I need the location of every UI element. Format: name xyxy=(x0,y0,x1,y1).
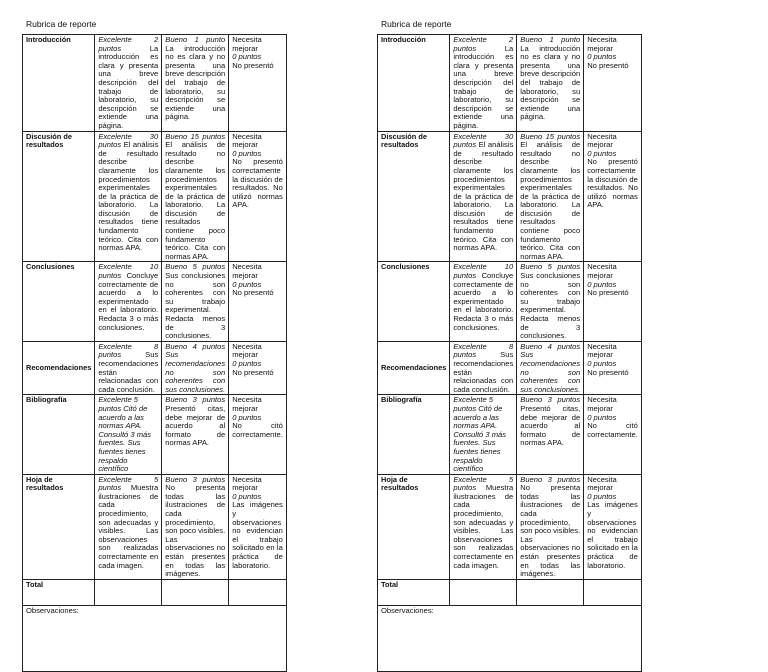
level-excellent: Excelente 5 puntos Citó de acuerdo a las normas APA. Consultó 3 más fuentes. Sus fuentes tienes respaldo científico xyxy=(450,395,517,474)
level-good: Bueno 15 puntos El análisis de resultado no describe claramente los procedimientos experimentales de la práctica de laboratorio. La discusión de resultados contiene poco fundamento teórico. Cita con normas APA. xyxy=(162,131,229,262)
level-needs-improvement: Necesita mejorar 0 puntos No presentó xyxy=(229,341,287,395)
level-needs-improvement: Necesita mejorar 0 puntos No presentó xyxy=(584,35,642,132)
level-needs-improvement: Necesita mejorar 0 puntos Las imágenes y observaciones no evidencian el trabajo solicitado en la práctica de laboratorio. xyxy=(229,474,287,579)
total-cell xyxy=(229,579,287,605)
total-cell xyxy=(517,579,584,605)
level-excellent: Excelente 8 puntos Sus recomendaciones están relacionadas con cada conclusión. xyxy=(450,341,517,395)
level-excellent: Excelente 5 puntos Muestra ilustraciones de cada procedimiento, son adecuadas y visibles. Las observaciones son realizadas correctamente en cada imagen. xyxy=(95,474,162,579)
criterion-label: Discusión de resultados xyxy=(378,131,450,262)
level-good: Bueno 1 punto La introducción no es clara y no presenta una breve descripción del trabajo de laboratorio, su descripción se extiende una página. xyxy=(517,35,584,132)
table-row xyxy=(378,35,642,132)
level-good: Bueno 5 puntos Sus conclusiones no son coherentes con su trabajo experimental. Redacta menos de 3 conclusiones. xyxy=(162,262,229,341)
level-needs-improvement: Necesita mejorar 0 puntos No presentó xyxy=(584,262,642,341)
table-row xyxy=(23,395,287,474)
level-needs-improvement: Necesita mejorar 0 puntos No citó correctamente. xyxy=(584,395,642,474)
level-needs-improvement: Necesita mejorar 0 puntos No presentó xyxy=(584,341,642,395)
level-excellent: Excelente 10 puntos Concluye correctamente de acuerdo a lo experimentado en el laboratorio. Redacta 3 o más conclusiones. xyxy=(450,262,517,341)
level-excellent: Excelente 5 puntos Citó de acuerdo a las normas APA. Consultó 3 más fuentes. Sus fuentes tienes respaldo científico xyxy=(95,395,162,474)
level-excellent: Excelente 2 puntos La introducción es clara y presenta una breve descripción del trabajo de laboratorio, su descripción se extiende una página. xyxy=(450,35,517,132)
observations-label: Observaciones: xyxy=(378,605,642,671)
criterion-label: Bibliografía xyxy=(378,395,450,474)
table-row xyxy=(378,341,642,395)
criterion-label: Conclusiones xyxy=(378,262,450,341)
criterion-label: Conclusiones xyxy=(23,262,95,341)
table-row xyxy=(23,131,287,262)
table-row xyxy=(378,262,642,341)
level-needs-improvement: Necesita mejorar 0 puntos No presentó correctamente la discusión de resultados. No utilizó normas APA. xyxy=(229,131,287,262)
criterion-label: Hoja de resultados xyxy=(378,474,450,579)
page-title: Rubrica de reporte xyxy=(381,19,452,29)
level-excellent: Excelente 30 puntos El análisis de resultado describe claramente los procedimientos experimentales de la práctica de laboratorio. La discusión de resultados tiene fundamento teórico. Cita con normas APA. xyxy=(95,131,162,262)
level-excellent: Excelente 10 puntos Concluye correctamente de acuerdo a lo experimentado en el laboratorio. Redacta 3 o más conclusiones. xyxy=(95,262,162,341)
level-needs-improvement: Necesita mejorar 0 puntos No presentó correctamente la discusión de resultados. No utilizó normas APA. xyxy=(584,131,642,262)
table-row xyxy=(23,341,287,395)
total-row xyxy=(378,579,642,605)
level-good: Bueno 3 puntos No presenta todas las ilustraciones de cada procedimiento, son poco visibles. Las observaciones no están presentes en todas las imágenes. xyxy=(162,474,229,579)
observations-row xyxy=(23,605,287,671)
level-excellent: Excelente 30 puntos El análisis de resultado describe claramente los procedimientos experimentales de la práctica de laboratorio. La discusión de resultados tiene fundamento teórico. Cita con normas APA. xyxy=(450,131,517,262)
level-excellent: Excelente 5 puntos Muestra ilustraciones de cada procedimiento, son adecuadas y visibles. Las observaciones son realizadas correctamente en cada imagen. xyxy=(450,474,517,579)
rubric-table xyxy=(22,34,287,672)
level-needs-improvement: Necesita mejorar 0 puntos Las imágenes y observaciones no evidencian el trabajo solicitado en la práctica de laboratorio. xyxy=(584,474,642,579)
criterion-label: Introducción xyxy=(23,35,95,132)
table-row xyxy=(378,474,642,579)
total-cell xyxy=(95,579,162,605)
criterion-label: Recomendaciones xyxy=(23,341,95,395)
level-good: Bueno 3 puntos Presentó citas, debe mejorar de acuerdo al formato de normas APA. xyxy=(162,395,229,474)
criterion-label: Hoja de resultados xyxy=(23,474,95,579)
criterion-label: Recomendaciones xyxy=(378,341,450,395)
level-good: Bueno 5 puntos Sus conclusiones no son coherentes con su trabajo experimental. Redacta menos de 3 conclusiones. xyxy=(517,262,584,341)
total-row xyxy=(23,579,287,605)
level-needs-improvement: Necesita mejorar 0 puntos No citó correctamente. xyxy=(229,395,287,474)
level-needs-improvement: Necesita mejorar 0 puntos No presentó xyxy=(229,262,287,341)
page-title: Rubrica de reporte xyxy=(26,19,97,29)
criterion-label: Discusión de resultados xyxy=(23,131,95,262)
table-row xyxy=(23,474,287,579)
table-row xyxy=(378,131,642,262)
level-excellent: Excelente 8 puntos Sus recomendaciones están relacionadas con cada conclusión. xyxy=(95,341,162,395)
total-label: Total xyxy=(23,579,95,605)
rubric-table xyxy=(377,34,642,672)
level-good: Bueno 3 puntos No presenta todas las ilustraciones de cada procedimiento, son poco visibles. Las observaciones no están presentes en todas las imágenes. xyxy=(517,474,584,579)
total-cell xyxy=(162,579,229,605)
table-row xyxy=(23,35,287,132)
table-row xyxy=(378,395,642,474)
level-good: Bueno 3 puntos Presentó citas, debe mejorar de acuerdo al formato de normas APA. xyxy=(517,395,584,474)
total-cell xyxy=(584,579,642,605)
criterion-label: Bibliografía xyxy=(23,395,95,474)
level-excellent: Excelente 2 puntos La introducción es clara y presenta una breve descripción del trabajo de laboratorio, su descripción se extiende una página. xyxy=(95,35,162,132)
table-row xyxy=(23,262,287,341)
total-cell xyxy=(450,579,517,605)
criterion-label: Introducción xyxy=(378,35,450,132)
level-good: Bueno 1 punto La introducción no es clara y no presenta una breve descripción del trabajo de laboratorio, su descripción se extiende una página. xyxy=(162,35,229,132)
observations-row xyxy=(378,605,642,671)
level-good: Bueno 15 puntos El análisis de resultado no describe claramente los procedimientos experimentales de la práctica de laboratorio. La discusión de resultados contiene poco fundamento teórico. Cita con normas APA. xyxy=(517,131,584,262)
observations-label: Observaciones: xyxy=(23,605,287,671)
total-label: Total xyxy=(378,579,450,605)
level-needs-improvement: Necesita mejorar 0 puntos No presentó xyxy=(229,35,287,132)
level-good: Bueno 4 puntos Sus recomendaciones no son coherentes con sus conclusiones. xyxy=(517,341,584,395)
level-good: Bueno 4 puntos Sus recomendaciones no son coherentes con sus conclusiones. xyxy=(162,341,229,395)
